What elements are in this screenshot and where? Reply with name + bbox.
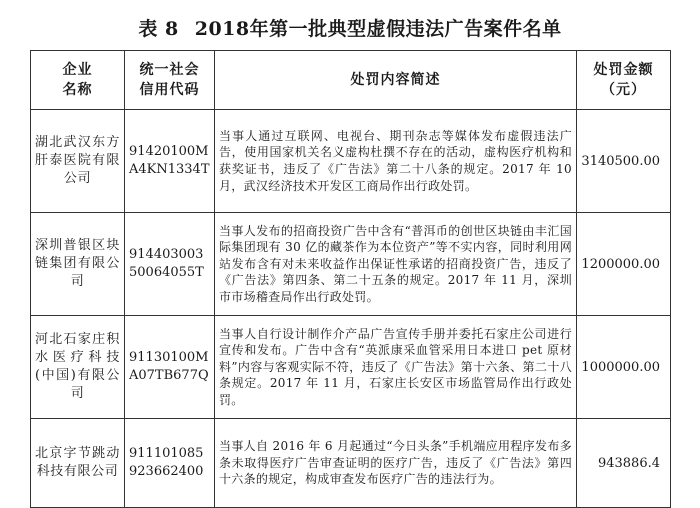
fine-amount: 943886.4 — [577, 419, 671, 508]
credit-code: 911101085923662400 — [125, 419, 215, 508]
header-fine: 处罚金额 （元） — [577, 51, 671, 110]
credit-code: 91420100MA4KN1334T — [125, 110, 215, 213]
table-row — [31, 213, 671, 316]
penalty-summary: 当事人发布的招商投资广告中含有“普洱币的创世区块链由丰汇国际集团现有 30 亿的藏茶作为本位资产”等不实内容，同时利用网站发布含有对未来收益作出保证性承诺的招商投资广告，违反了《广告法》第四条、第二十五条的规定。2017 年 11 月，深圳市市场稽查局作出行政处罚。 — [215, 213, 577, 316]
penalty-summary: 当事人通过互联网、电视台、期刊杂志等媒体发布虚假违法广告，使用国家机关名义虚构杜撰不存在的活动，虚构医疗机构和获奖证书，违反了《广告法》第二十八条的规定。2017 年 10 月，武汉经济技术开发区工商局作出行政处罚。 — [215, 110, 577, 213]
header-company: 企业 名称 — [31, 51, 125, 110]
company-name: 深圳普银区块链集团有限公司 — [31, 213, 125, 316]
table-row — [31, 316, 671, 419]
credit-code: 91130100MA07TB677Q — [125, 316, 215, 419]
company-name: 河北石家庄积水医疗科技(中国)有限公司 — [31, 316, 125, 419]
table-row — [31, 419, 671, 508]
header-row — [31, 51, 671, 110]
company-name: 湖北武汉东方肝泰医院有限公司 — [31, 110, 125, 213]
company-name: 北京字节跳动科技有限公司 — [31, 419, 125, 508]
penalty-summary: 当事人自 2016 年 6 月起通过“今日头条”手机端应用程序发布多条未取得医疗广告审查证明的医疗广告，违反了《广告法》第四十六条的规定，构成审查发布医疗广告的违法行为。 — [215, 419, 577, 508]
fine-amount: 3140500.00 — [577, 110, 671, 213]
violation-table — [30, 50, 671, 508]
header-credit-code: 统一社会 信用代码 — [125, 51, 215, 110]
fine-amount: 1200000.00 — [577, 213, 671, 316]
table-caption — [0, 14, 700, 41]
header-summary: 处罚内容简述 — [215, 51, 577, 110]
fine-amount: 1000000.00 — [577, 316, 671, 419]
table-row — [31, 110, 671, 213]
table-title: 2018年第一批典型虚假违法广告案件名单 — [194, 18, 562, 40]
penalty-summary: 当事人自行设计制作介产品广告宣传手册并委托石家庄公司进行宣传和发布。广告中含有“英派康采血管采用日本进口 pet 原材料”内容与客观实际不符，违反了《广告法》第十六条、第二十八条规定。2017 年 11 月，石家庄长安区市场监管局作出行政处罚。 — [215, 316, 577, 419]
credit-code: 91440300350064055T — [125, 213, 215, 316]
table-number: 表 8 — [138, 18, 179, 40]
